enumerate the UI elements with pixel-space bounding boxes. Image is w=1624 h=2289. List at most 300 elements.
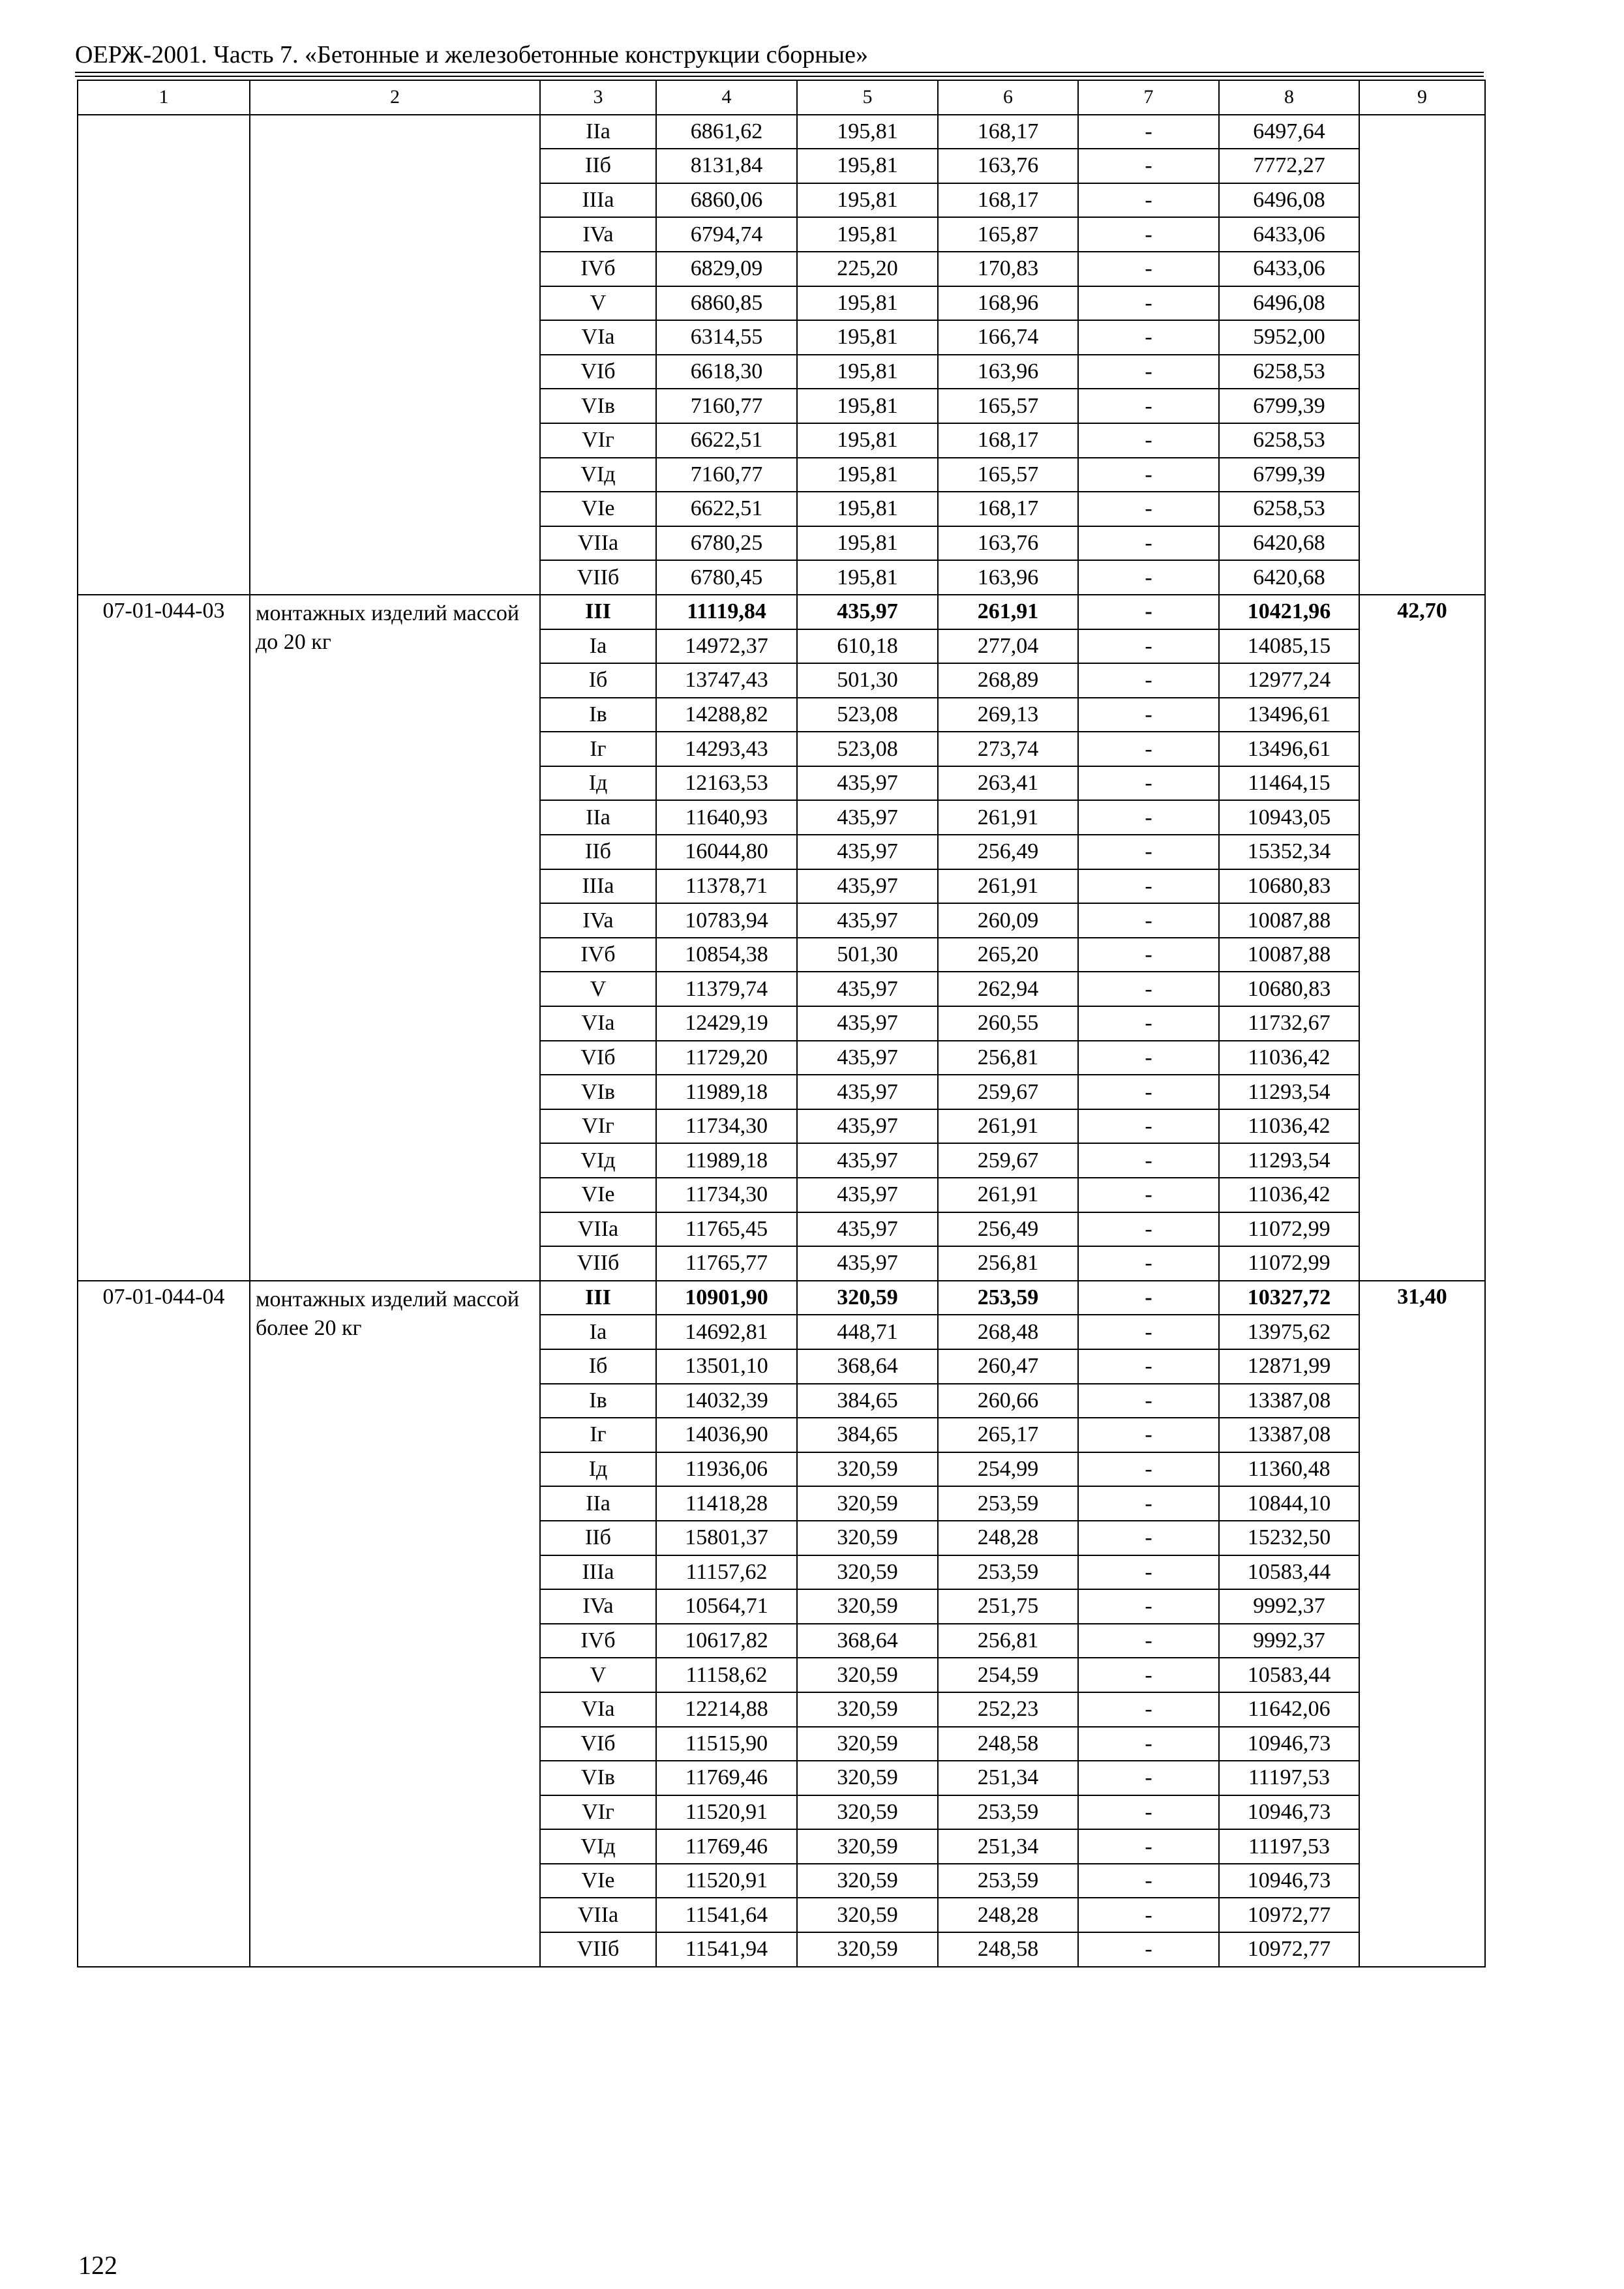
zone-cell: IVб	[540, 252, 656, 286]
materials-cost-cell: 11072,99	[1219, 1246, 1359, 1281]
materials-cost-cell: 9992,37	[1219, 1589, 1359, 1624]
machinist-wages-cell: -	[1078, 1761, 1219, 1795]
machine-cost-cell: 256,49	[938, 1212, 1078, 1247]
labor-cost-cell: 42,70	[1359, 595, 1485, 1281]
zone-cell: Iд	[540, 1452, 656, 1487]
machine-cost-cell: 260,47	[938, 1349, 1078, 1384]
machinist-wages-cell: -	[1078, 320, 1219, 355]
materials-cost-cell: 10680,83	[1219, 972, 1359, 1006]
machine-cost-cell: 163,96	[938, 560, 1078, 595]
direct-cost-cell: 12429,19	[656, 1006, 797, 1041]
rate-code-cell	[78, 115, 250, 595]
machine-cost-cell: 260,09	[938, 903, 1078, 938]
machine-cost-cell: 261,91	[938, 800, 1078, 835]
materials-cost-cell: 11036,42	[1219, 1041, 1359, 1075]
machine-cost-cell: 251,34	[938, 1829, 1078, 1864]
machinist-wages-cell: -	[1078, 1898, 1219, 1932]
machine-cost-cell: 259,67	[938, 1075, 1078, 1109]
wages-cell: 435,97	[797, 1109, 938, 1144]
machine-cost-cell: 277,04	[938, 629, 1078, 664]
zone-cell: VIa	[540, 1692, 656, 1727]
materials-cost-cell: 6496,08	[1219, 183, 1359, 218]
materials-cost-cell: 10972,77	[1219, 1932, 1359, 1967]
machinist-wages-cell: -	[1078, 972, 1219, 1006]
direct-cost-cell: 11541,94	[656, 1932, 797, 1967]
machine-cost-cell: 265,17	[938, 1418, 1078, 1452]
machinist-wages-cell: -	[1078, 1932, 1219, 1967]
wages-cell: 435,97	[797, 1006, 938, 1041]
machinist-wages-cell: -	[1078, 869, 1219, 904]
zone-cell: VIa	[540, 320, 656, 355]
wages-cell: 448,71	[797, 1315, 938, 1349]
machinist-wages-cell: -	[1078, 1658, 1219, 1692]
materials-cost-cell: 11293,54	[1219, 1143, 1359, 1178]
materials-cost-cell: 10087,88	[1219, 903, 1359, 938]
machinist-wages-cell: -	[1078, 800, 1219, 835]
direct-cost-cell: 6622,51	[656, 492, 797, 526]
materials-cost-cell: 13496,61	[1219, 698, 1359, 732]
wages-cell: 435,97	[797, 766, 938, 801]
direct-cost-cell: 11515,90	[656, 1727, 797, 1761]
document-header-title: ОЕРЖ-2001. Часть 7. «Бетонные и железобетонные конструкции сборные»	[75, 41, 868, 68]
materials-cost-cell: 6433,06	[1219, 217, 1359, 252]
machine-cost-cell: 262,94	[938, 972, 1078, 1006]
zone-cell: VIг	[540, 423, 656, 458]
machine-cost-cell: 269,13	[938, 698, 1078, 732]
wages-cell: 523,08	[797, 698, 938, 732]
materials-cost-cell: 11642,06	[1219, 1692, 1359, 1727]
direct-cost-cell: 6618,30	[656, 355, 797, 389]
column-number: 2	[250, 80, 540, 115]
direct-cost-cell: 11936,06	[656, 1452, 797, 1487]
direct-cost-cell: 11119,84	[656, 595, 797, 629]
machine-cost-cell: 268,48	[938, 1315, 1078, 1349]
direct-cost-cell: 11520,91	[656, 1795, 797, 1830]
machine-cost-cell: 165,57	[938, 458, 1078, 492]
direct-cost-cell: 11158,62	[656, 1658, 797, 1692]
wages-cell: 435,97	[797, 800, 938, 835]
machine-cost-cell: 248,28	[938, 1521, 1078, 1555]
zone-cell: IIIa	[540, 1555, 656, 1590]
machine-cost-cell: 261,91	[938, 869, 1078, 904]
machine-cost-cell: 253,59	[938, 1864, 1078, 1898]
materials-cost-cell: 6433,06	[1219, 252, 1359, 286]
machinist-wages-cell: -	[1078, 458, 1219, 492]
materials-cost-cell: 10946,73	[1219, 1864, 1359, 1898]
direct-cost-cell: 6860,85	[656, 286, 797, 321]
machinist-wages-cell: -	[1078, 252, 1219, 286]
machinist-wages-cell: -	[1078, 1864, 1219, 1898]
wages-cell: 384,65	[797, 1384, 938, 1418]
zone-cell: VIг	[540, 1109, 656, 1144]
work-name-cell: монтажных изделий массой до 20 кг	[250, 595, 540, 1281]
direct-cost-cell: 11765,45	[656, 1212, 797, 1247]
machinist-wages-cell: -	[1078, 595, 1219, 629]
zone-cell: IVб	[540, 1624, 656, 1658]
zone-cell: IIIa	[540, 183, 656, 218]
wages-cell: 435,97	[797, 903, 938, 938]
zone-cell: IVa	[540, 903, 656, 938]
wages-cell: 435,97	[797, 869, 938, 904]
zone-cell: VIIa	[540, 1898, 656, 1932]
materials-cost-cell: 10680,83	[1219, 869, 1359, 904]
work-name-cell: монтажных изделий массой более 20 кг	[250, 1281, 540, 1967]
machinist-wages-cell: -	[1078, 183, 1219, 218]
machinist-wages-cell: -	[1078, 1041, 1219, 1075]
materials-cost-cell: 6497,64	[1219, 115, 1359, 149]
machine-cost-cell: 253,59	[938, 1555, 1078, 1590]
materials-cost-cell: 6258,53	[1219, 423, 1359, 458]
machine-cost-cell: 261,91	[938, 595, 1078, 629]
zone-cell: VIIa	[540, 526, 656, 561]
direct-cost-cell: 6829,09	[656, 252, 797, 286]
wages-cell: 435,97	[797, 1246, 938, 1281]
zone-cell: VIб	[540, 355, 656, 389]
wages-cell: 368,64	[797, 1349, 938, 1384]
wages-cell: 320,59	[797, 1486, 938, 1521]
machinist-wages-cell: -	[1078, 1624, 1219, 1658]
zone-cell: VIIб	[540, 560, 656, 595]
rate-code-cell: 07-01-044-03	[78, 595, 250, 1281]
machine-cost-cell: 260,66	[938, 1384, 1078, 1418]
zone-cell: VIe	[540, 1178, 656, 1212]
table-row	[78, 1281, 1485, 1315]
machine-cost-cell: 254,59	[938, 1658, 1078, 1692]
price-table-body	[78, 115, 1485, 1967]
zone-cell: VIIб	[540, 1246, 656, 1281]
machinist-wages-cell: -	[1078, 492, 1219, 526]
direct-cost-cell: 11378,71	[656, 869, 797, 904]
zone-cell: Iв	[540, 1384, 656, 1418]
column-number: 9	[1359, 80, 1485, 115]
materials-cost-cell: 10087,88	[1219, 938, 1359, 972]
direct-cost-cell: 12214,88	[656, 1692, 797, 1727]
materials-cost-cell: 13975,62	[1219, 1315, 1359, 1349]
machinist-wages-cell: -	[1078, 698, 1219, 732]
direct-cost-cell: 11541,64	[656, 1898, 797, 1932]
machinist-wages-cell: -	[1078, 1829, 1219, 1864]
materials-cost-cell: 6420,68	[1219, 526, 1359, 561]
column-number: 7	[1078, 80, 1219, 115]
direct-cost-cell: 10564,71	[656, 1589, 797, 1624]
zone-cell: VIг	[540, 1795, 656, 1830]
zone-cell: IVa	[540, 1589, 656, 1624]
wages-cell: 195,81	[797, 149, 938, 183]
zone-cell: VIб	[540, 1727, 656, 1761]
zone-cell: Iг	[540, 732, 656, 766]
zone-cell: IIa	[540, 115, 656, 149]
zone-cell: VIв	[540, 1075, 656, 1109]
machine-cost-cell: 168,17	[938, 423, 1078, 458]
header-rule-bottom	[75, 76, 1484, 77]
direct-cost-cell: 14036,90	[656, 1418, 797, 1452]
wages-cell: 320,59	[797, 1452, 938, 1487]
machinist-wages-cell: -	[1078, 217, 1219, 252]
wages-cell: 320,59	[797, 1727, 938, 1761]
machine-cost-cell: 248,58	[938, 1727, 1078, 1761]
machine-cost-cell: 265,20	[938, 938, 1078, 972]
wages-cell: 195,81	[797, 183, 938, 218]
wages-cell: 320,59	[797, 1761, 938, 1795]
materials-cost-cell: 5952,00	[1219, 320, 1359, 355]
machine-cost-cell: 261,91	[938, 1178, 1078, 1212]
zone-cell: VIв	[540, 389, 656, 423]
machine-cost-cell: 259,67	[938, 1143, 1078, 1178]
wages-cell: 195,81	[797, 355, 938, 389]
zone-cell: IVa	[540, 217, 656, 252]
zone-cell: Iб	[540, 1349, 656, 1384]
zone-cell: III	[540, 1281, 656, 1315]
direct-cost-cell: 7160,77	[656, 389, 797, 423]
materials-cost-cell: 11360,48	[1219, 1452, 1359, 1487]
direct-cost-cell: 15801,37	[656, 1521, 797, 1555]
machinist-wages-cell: -	[1078, 1109, 1219, 1144]
wages-cell: 320,59	[797, 1281, 938, 1315]
machine-cost-cell: 261,91	[938, 1109, 1078, 1144]
materials-cost-cell: 11036,42	[1219, 1109, 1359, 1144]
materials-cost-cell: 13496,61	[1219, 732, 1359, 766]
direct-cost-cell: 11769,46	[656, 1761, 797, 1795]
wages-cell: 435,97	[797, 1075, 938, 1109]
zone-cell: VIд	[540, 1829, 656, 1864]
direct-cost-cell: 6314,55	[656, 320, 797, 355]
wages-cell: 501,30	[797, 938, 938, 972]
page-number: 122	[78, 2251, 117, 2280]
zone-cell: V	[540, 286, 656, 321]
column-number: 6	[938, 80, 1078, 115]
direct-cost-cell: 11520,91	[656, 1864, 797, 1898]
rate-code-cell: 07-01-044-04	[78, 1281, 250, 1967]
direct-cost-cell: 7160,77	[656, 458, 797, 492]
wages-cell: 435,97	[797, 595, 938, 629]
machinist-wages-cell: -	[1078, 1486, 1219, 1521]
direct-cost-cell: 11989,18	[656, 1075, 797, 1109]
wages-cell: 320,59	[797, 1898, 938, 1932]
column-number: 3	[540, 80, 656, 115]
work-name-cell	[250, 115, 540, 595]
wages-cell: 320,59	[797, 1932, 938, 1967]
direct-cost-cell: 6861,62	[656, 115, 797, 149]
wages-cell: 435,97	[797, 835, 938, 869]
machinist-wages-cell: -	[1078, 1418, 1219, 1452]
direct-cost-cell: 6622,51	[656, 423, 797, 458]
machine-cost-cell: 168,17	[938, 492, 1078, 526]
machine-cost-cell: 254,99	[938, 1452, 1078, 1487]
wages-cell: 610,18	[797, 629, 938, 664]
machine-cost-cell: 256,81	[938, 1041, 1078, 1075]
machinist-wages-cell: -	[1078, 1143, 1219, 1178]
direct-cost-cell: 11769,46	[656, 1829, 797, 1864]
wages-cell: 195,81	[797, 492, 938, 526]
machine-cost-cell: 253,59	[938, 1281, 1078, 1315]
materials-cost-cell: 12871,99	[1219, 1349, 1359, 1384]
direct-cost-cell: 6780,45	[656, 560, 797, 595]
direct-cost-cell: 11734,30	[656, 1109, 797, 1144]
machinist-wages-cell: -	[1078, 560, 1219, 595]
machine-cost-cell: 168,17	[938, 115, 1078, 149]
materials-cost-cell: 11464,15	[1219, 766, 1359, 801]
materials-cost-cell: 6258,53	[1219, 355, 1359, 389]
direct-cost-cell: 14288,82	[656, 698, 797, 732]
machine-cost-cell: 248,28	[938, 1898, 1078, 1932]
machinist-wages-cell: -	[1078, 1589, 1219, 1624]
direct-cost-cell: 16044,80	[656, 835, 797, 869]
materials-cost-cell: 11072,99	[1219, 1212, 1359, 1247]
zone-cell: VIe	[540, 1864, 656, 1898]
machinist-wages-cell: -	[1078, 286, 1219, 321]
direct-cost-cell: 14293,43	[656, 732, 797, 766]
wages-cell: 320,59	[797, 1692, 938, 1727]
materials-cost-cell: 15352,34	[1219, 835, 1359, 869]
machine-cost-cell: 253,59	[938, 1486, 1078, 1521]
direct-cost-cell: 14972,37	[656, 629, 797, 664]
direct-cost-cell: 12163,53	[656, 766, 797, 801]
wages-cell: 435,97	[797, 1212, 938, 1247]
direct-cost-cell: 11989,18	[656, 1143, 797, 1178]
materials-cost-cell: 10943,05	[1219, 800, 1359, 835]
machinist-wages-cell: -	[1078, 938, 1219, 972]
column-number: 8	[1219, 80, 1359, 115]
wages-cell: 320,59	[797, 1658, 938, 1692]
direct-cost-cell: 10783,94	[656, 903, 797, 938]
materials-cost-cell: 11197,53	[1219, 1829, 1359, 1864]
wages-cell: 368,64	[797, 1624, 938, 1658]
materials-cost-cell: 13387,08	[1219, 1384, 1359, 1418]
wages-cell: 320,59	[797, 1864, 938, 1898]
column-number-row	[78, 80, 1485, 115]
machinist-wages-cell: -	[1078, 1246, 1219, 1281]
machinist-wages-cell: -	[1078, 389, 1219, 423]
materials-cost-cell: 7772,27	[1219, 149, 1359, 183]
machinist-wages-cell: -	[1078, 355, 1219, 389]
materials-cost-cell: 10972,77	[1219, 1898, 1359, 1932]
zone-cell: VIд	[540, 1143, 656, 1178]
wages-cell: 435,97	[797, 1143, 938, 1178]
materials-cost-cell: 10946,73	[1219, 1727, 1359, 1761]
machine-cost-cell: 168,17	[938, 183, 1078, 218]
zone-cell: IIa	[540, 1486, 656, 1521]
price-table	[77, 80, 1486, 1967]
direct-cost-cell: 11418,28	[656, 1486, 797, 1521]
direct-cost-cell: 11157,62	[656, 1555, 797, 1590]
wages-cell: 523,08	[797, 732, 938, 766]
wages-cell: 195,81	[797, 389, 938, 423]
column-number: 5	[797, 80, 938, 115]
machinist-wages-cell: -	[1078, 1555, 1219, 1590]
zone-cell: VIe	[540, 492, 656, 526]
materials-cost-cell: 10327,72	[1219, 1281, 1359, 1315]
wages-cell: 435,97	[797, 1178, 938, 1212]
direct-cost-cell: 6860,06	[656, 183, 797, 218]
direct-cost-cell: 13501,10	[656, 1349, 797, 1384]
labor-cost-cell	[1359, 115, 1485, 595]
materials-cost-cell: 10421,96	[1219, 595, 1359, 629]
direct-cost-cell: 14032,39	[656, 1384, 797, 1418]
direct-cost-cell: 10617,82	[656, 1624, 797, 1658]
wages-cell: 195,81	[797, 115, 938, 149]
materials-cost-cell: 6799,39	[1219, 389, 1359, 423]
zone-cell: V	[540, 1658, 656, 1692]
materials-cost-cell: 6420,68	[1219, 560, 1359, 595]
table-row	[78, 595, 1485, 629]
materials-cost-cell: 6258,53	[1219, 492, 1359, 526]
zone-cell: VIб	[540, 1041, 656, 1075]
direct-cost-cell: 11765,77	[656, 1246, 797, 1281]
wages-cell: 320,59	[797, 1829, 938, 1864]
machinist-wages-cell: -	[1078, 1795, 1219, 1830]
machinist-wages-cell: -	[1078, 1315, 1219, 1349]
materials-cost-cell: 10583,44	[1219, 1555, 1359, 1590]
wages-cell: 195,81	[797, 320, 938, 355]
machine-cost-cell: 166,74	[938, 320, 1078, 355]
machinist-wages-cell: -	[1078, 423, 1219, 458]
machine-cost-cell: 251,75	[938, 1589, 1078, 1624]
materials-cost-cell: 15232,50	[1219, 1521, 1359, 1555]
zone-cell: IIa	[540, 800, 656, 835]
table-row	[78, 115, 1485, 149]
machinist-wages-cell: -	[1078, 1727, 1219, 1761]
zone-cell: IIб	[540, 1521, 656, 1555]
zone-cell: VIв	[540, 1761, 656, 1795]
wages-cell: 195,81	[797, 217, 938, 252]
materials-cost-cell: 10583,44	[1219, 1658, 1359, 1692]
materials-cost-cell: 10946,73	[1219, 1795, 1359, 1830]
machine-cost-cell: 251,34	[938, 1761, 1078, 1795]
direct-cost-cell: 11734,30	[656, 1178, 797, 1212]
column-number: 1	[78, 80, 250, 115]
direct-cost-cell: 11729,20	[656, 1041, 797, 1075]
materials-cost-cell: 11293,54	[1219, 1075, 1359, 1109]
zone-cell: VIIб	[540, 1932, 656, 1967]
materials-cost-cell: 13387,08	[1219, 1418, 1359, 1452]
wages-cell: 384,65	[797, 1418, 938, 1452]
machine-cost-cell: 163,76	[938, 149, 1078, 183]
machinist-wages-cell: -	[1078, 766, 1219, 801]
machinist-wages-cell: -	[1078, 1452, 1219, 1487]
materials-cost-cell: 11732,67	[1219, 1006, 1359, 1041]
zone-cell: VIIa	[540, 1212, 656, 1247]
machine-cost-cell: 263,41	[938, 766, 1078, 801]
materials-cost-cell: 6799,39	[1219, 458, 1359, 492]
materials-cost-cell: 9992,37	[1219, 1624, 1359, 1658]
wages-cell: 195,81	[797, 526, 938, 561]
machine-cost-cell: 256,49	[938, 835, 1078, 869]
zone-cell: Iб	[540, 663, 656, 698]
machinist-wages-cell: -	[1078, 1692, 1219, 1727]
direct-cost-cell: 14692,81	[656, 1315, 797, 1349]
materials-cost-cell: 6496,08	[1219, 286, 1359, 321]
zone-cell: IIIa	[540, 869, 656, 904]
zone-cell: III	[540, 595, 656, 629]
zone-cell: IIб	[540, 149, 656, 183]
machine-cost-cell: 260,55	[938, 1006, 1078, 1041]
wages-cell: 320,59	[797, 1589, 938, 1624]
zone-cell: V	[540, 972, 656, 1006]
labor-cost-cell: 31,40	[1359, 1281, 1485, 1967]
zone-cell: IIб	[540, 835, 656, 869]
wages-cell: 501,30	[797, 663, 938, 698]
direct-cost-cell: 6780,25	[656, 526, 797, 561]
wages-cell: 320,59	[797, 1521, 938, 1555]
machinist-wages-cell: -	[1078, 1212, 1219, 1247]
machinist-wages-cell: -	[1078, 1521, 1219, 1555]
wages-cell: 225,20	[797, 252, 938, 286]
wages-cell: 320,59	[797, 1555, 938, 1590]
machine-cost-cell: 248,58	[938, 1932, 1078, 1967]
machinist-wages-cell: -	[1078, 663, 1219, 698]
zone-cell: Ia	[540, 629, 656, 664]
machinist-wages-cell: -	[1078, 149, 1219, 183]
